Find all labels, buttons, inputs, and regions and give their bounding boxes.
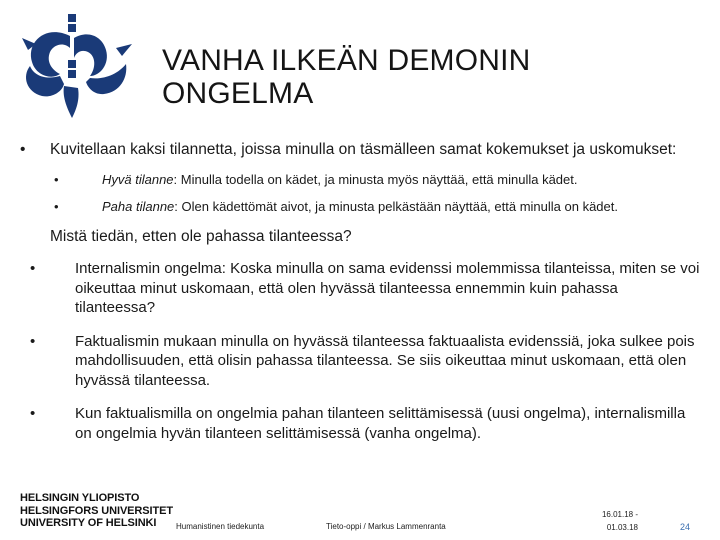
intro-text: Kuvitellaan kaksi tilannetta, joissa minulla on täsmälleen samat kokemukset ja uskomukset:: [50, 141, 677, 158]
university-logo-icon: [16, 14, 134, 118]
footer-date: [602, 508, 638, 534]
point-internalism-text: Internalismin ongelma: Koska minulla on sama evidenssi molemmissa tilanteissa, miten se voi oikeuttaa minut uskomaan, että olen hyvässä tilanteessa ennemmin kuin pahassa tilanteessa?: [75, 260, 700, 316]
point-factualism: [20, 332, 700, 391]
university-name-fi: HELSINGIN YLIOPISTO: [20, 492, 140, 504]
slide-title: [162, 44, 682, 110]
title-line-2: ONGELMA: [162, 77, 314, 110]
bullet-symbol: •: [30, 332, 36, 350]
university-name-sv: HELSINGFORS UNIVERSITET: [20, 504, 173, 517]
intro-bullet: [20, 140, 700, 159]
title-line-1: VANHA ILKEÄN DEMONIN: [162, 44, 531, 77]
scenario-bad: [20, 198, 700, 215]
footer-course: Tieto-oppi / Markus Lammenranta: [326, 522, 446, 531]
point-factualism-text: Faktualismin mukaan minulla on hyvässä tilanteessa faktuaalista evidenssiä, joka sulkee pois mahdollisuuden, että olisin pahassa tilanteessa. Se siis oikeuttaa minut uskomaan, että olen hyvässä tilanteessa.: [75, 332, 695, 389]
university-name-en: UNIVERSITY OF HELSINKI: [20, 517, 157, 529]
date-line-1: 16.01.18 -: [601, 510, 638, 519]
slide-content: [20, 140, 700, 443]
point-comparison-text: Kun faktualismilla on ongelmia pahan tilanteen selittämisessä (uusi ongelma), internalismilla on ongelmia hyvän tilanteen selittämisessä (vanha ongelma).: [75, 405, 686, 442]
page-number: 24: [680, 522, 691, 532]
university-wordmark: [20, 492, 173, 530]
scenario-good: [20, 171, 700, 188]
bullet-symbol: •: [30, 260, 36, 277]
scenario-good-label: Hyvä tilanne: [102, 172, 174, 187]
point-comparison: [20, 404, 700, 443]
scenario-good-text: : Minulla todella on kädet, ja minusta myös näyttää, että minulla kädet.: [173, 172, 578, 187]
footer-faculty: Humanistinen tiedekunta: [176, 522, 265, 531]
scenario-bad-text: : Olen kädettömät aivot, ja minusta pelkästään näyttää, että minulla on kädet.: [174, 199, 618, 214]
bullet-symbol: •: [20, 141, 26, 158]
question-text: Mistä tiedän, etten ole pahassa tilanteessa?: [50, 228, 352, 245]
bullet-symbol: •: [30, 405, 36, 422]
bullet-symbol: •: [54, 199, 59, 214]
date-line-2: 01.03.18: [606, 523, 638, 532]
scenario-bad-label: Paha tilanne: [102, 199, 175, 214]
bullet-symbol: •: [54, 172, 59, 187]
point-internalism: [20, 259, 700, 318]
